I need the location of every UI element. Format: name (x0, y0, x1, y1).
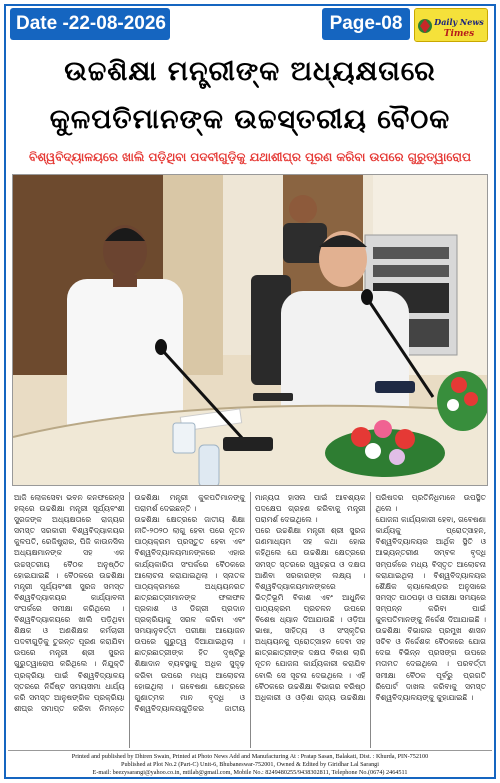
footer-line-2: Published at Plot No.2 (Part-C) Unit-6, Bhubaneswar-752001, Owned & Edited by Giridhar Lal Sarangi (121, 761, 379, 768)
headline-line-1: ଉଚ୍ଚଶିକ୍ଷା ମନ୍ତ୍ରୀଙ୍କ ଅଧ୍ୟକ୍ଷତାରେ (64, 56, 436, 87)
imprint-footer (8, 750, 492, 777)
svg-text:Times: Times (443, 29, 475, 39)
article-column-3: ପରେ ଉଚ୍ଚଶିକ୍ଷା ମନ୍ତ୍ରୀ ଶ୍ରୀ ସୁରଜ ଗଣମାଧ୍ୟମ ସହ କଥା ହୋଇ କହିଥିଲେ ଯେ ଉଚ୍ଚଶିକ୍ଷା କ୍ଷେତ୍ରରେ ସମସ୍ତ ସ୍ତରରେ ସ୍ୱଚ୍ଛତା ଓ ଦକ୍ଷତା ଆଣିବା ସରକାରଙ୍କ ଲକ୍ଷ୍ୟ । ବିଶ୍ୱବିଦ୍ୟାଳୟମାନଙ୍କରେ ଭିତ୍ତିଭୂମି ବିକାଶ ଏବଂ ଆଧୁନିକ ପାଠ୍ୟକ୍ରମ ପ୍ରଚଳନ ଉପରେ ବିଶେଷ ଧ୍ୟାନ ଦିଆଯାଉଛି । ଓଡ଼ିଆ ଭାଷା, ସାହିତ୍ୟ ଓ ସଂସ୍କୃତିର ଅଧ୍ୟୟନକୁ ପ୍ରୋତ୍ସାହନ ଦେବା ସହ ଛାତ୍ରଛାତ୍ରୀଙ୍କ ଦକ୍ଷତା ବିକାଶ ଲାଗି ନୂତନ ଯୋଜନା କାର୍ଯ୍ୟକାରୀ କରାଯିବ ବୋଲି ସେ ସୂଚନା ଦେଇଥିଲେ । ଏହି ବୈଠକରେ ଉଚ୍ଚଶିକ୍ଷା ବିଭାଗର ବରିଷ୍ଠ ଅଧିକାରୀ ଓ ଓଡ଼ିଶା ରାଜ୍ୟ ଉଚ୍ଚଶିକ୍ଷା ପରିଷଦର ପ୍ରତିନିଧିମାନେ ଉପସ୍ଥିତ ଥିଲେ । (255, 493, 486, 702)
page-number-label: Page-08 (322, 8, 410, 40)
newspaper-logo (414, 8, 488, 42)
article-column-2: ଉଚ୍ଚଶିକ୍ଷା କ୍ଷେତ୍ରରେ ଜାତୀୟ ଶିକ୍ଷା ନୀତି-୨୦୨୦ ଲାଗୁ ହେବା ପରେ ନୂତନ ପାଠ୍ୟକ୍ରମ ପ୍ରସ୍ତୁତ ହେବା ଏବଂ ବିଶ୍ୱବିଦ୍ୟାଳୟମାନଙ୍କରେ ଏହାର କାର୍ଯ୍ୟକାରିତା ସଂପର୍କରେ ବୈଠକରେ ଆଲୋଚନା କରାଯାଇଥିଲା । ସ୍ନାତକ ପାଠ୍ୟକ୍ରମରେ ଅଧ୍ୟୟନରତ ଛାତ୍ରଛାତ୍ରୀମାନଙ୍କ ଫଳାଫଳ ପ୍ରକାଶ ଓ ଡିଗ୍ରୀ ପ୍ରଦାନ ପ୍ରକ୍ରିୟାକୁ ସରଳ କରିବା ଏବଂ ସମୟାନୁବର୍ତ୍ତୀ ପରୀକ୍ଷା ଆୟୋଜନ ଉପରେ ଗୁରୁତ୍ୱ ଦିଆଯାଇଥିଲା । ଛାତ୍ରଛାତ୍ରୀଙ୍କ ହିତ ଦୃଷ୍ଟିରୁ ଶିକ୍ଷାଦାନ ବ୍ୟବସ୍ଥାକୁ ଅଧିକ ସୁଦୃଢ଼ କରିବା ଉପରେ ମଧ୍ୟ ଆଲୋଚନା ହୋଇଥିଲା । ଗବେଷଣା କ୍ଷେତ୍ରରେ ଗୁଣାତ୍ମକ ମାନ ବୃଦ୍ଧି ଓ ବିଶ୍ୱବିଦ୍ୟାଳୟଗୁଡ଼ିକର ଜାତୀୟ ମାନ୍ୟତା ହାସଲ ପାଇଁ ଆବଶ୍ୟକ ପଦକ୍ଷେପ ଗ୍ରହଣ କରିବାକୁ ମନ୍ତ୍ରୀ ପରାମର୍ଶ ଦେଇଥିଲେ । (134, 493, 366, 713)
headline-line-2: କୁଳପତିମାନଙ୍କ ଉଚ୍ଚସ୍ତରୀୟ ବୈଠକ (49, 104, 451, 135)
footer-line-3: E-mail: beezysarangi@yahoo.co.in, mtilab@gmail.com, Mobile No.: 8249480255/9438302811, Telephone No.(0674) 2464511 (92, 769, 408, 776)
meeting-photo (12, 174, 488, 486)
subheadline: ବିଶ୍ୱବିଦ୍ୟାଳୟରେ ଖାଲି ପଡ଼ିଥିବା ପଦବୀଗୁଡ଼ିକୁ ଯଥାଶୀଘ୍ର ପୂରଣ କରିବା ଉପରେ ଗୁରୁତ୍ୱାରୋପ (29, 150, 471, 164)
article-column-1: ଆଜି ଲୋକସେବା ଭବନ କନଫରେନ୍ସ ହଲ୍‌ରେ ଉଚ୍ଚଶିକ୍ଷା ମନ୍ତ୍ରୀ ସୂର୍ଯ୍ୟବଂଶୀ ସୁରଜଙ୍କ ଅଧ୍ୟକ୍ଷତାରେ ରାଜ୍ୟର ସମସ୍ତ ସରକାରୀ ବିଶ୍ୱବିଦ୍ୟାଳୟର କୁଳପତି, ରେଜିଷ୍ଟ୍ରାର, ପିଜି କାଉନସିଲ ଅଧ୍ୟକ୍ଷମାନଙ୍କ ସହ ଏକ ଉଚ୍ଚସ୍ତରୀୟ ବୈଠକ ଅନୁଷ୍ଠିତ ହୋଇଯାଇଛି । ବୈଠକରେ ଉଚ୍ଚଶିକ୍ଷା ମନ୍ତ୍ରୀ ସୂର୍ଯ୍ୟବଂଶୀ ସୁରଜ ସମସ୍ତ ବିଶ୍ୱବିଦ୍ୟାଳୟର କାର୍ଯ୍ୟାବଳୀ ସଂପର୍କରେ ସମୀକ୍ଷା କରିଥିଲେ । ବିଶ୍ୱବିଦ୍ୟାଳୟରେ ଖାଲି ପଡ଼ିଥିବା ଶିକ୍ଷକ ଓ ଅଣଶିକ୍ଷକ କର୍ମଚାରୀ ପଦବୀଗୁଡ଼ିକୁ ତୁରନ୍ତ ପୂରଣ କରାଯିବା ଉପରେ ମନ୍ତ୍ରୀ ଶ୍ରୀ ସୁରଜ ଗୁରୁତ୍ୱାରୋପ କରିଥିଲେ । ନିଯୁକ୍ତି ପ୍ରକ୍ରିୟା ପାଇଁ ବିଶ୍ୱବିଦ୍ୟାଳୟ ସ୍ତରରେ ନିର୍ଦ୍ଦିଷ୍ଟ ସମୟସୀମା ଧାର୍ଯ୍ୟ କରି ସମସ୍ତ ଆନୁଷଙ୍ଗିକ ପ୍ରକ୍ରିୟା ଶୀଘ୍ର ସମାପ୍ତ କରିବା ନିମନ୍ତେ ଉଚ୍ଚଶିକ୍ଷା ମନ୍ତ୍ରୀ କୁଳପତିମାନଙ୍କୁ ପରାମର୍ଶ ଦେଇଛନ୍ତି । (14, 493, 245, 713)
article-column-4: ଯୋଜନା କାର୍ଯ୍ୟକାରୀ ହେବା, ଗବେଷଣା କାର୍ଯ୍ୟକୁ ପ୍ରୋତ୍ସାହନ, ବିଶ୍ୱବିଦ୍ୟାଳୟର ଆର୍ଥିକ ସ୍ଥିତି ଓ ଆଭ୍ୟନ୍ତରୀଣ ସମ୍ବଳ ବୃଦ୍ଧି ସମ୍ପର୍କରେ ମଧ୍ୟ ବିସ୍ତୃତ ଆଲୋଚନା କରାଯାଇଥିଲା । ବିଶ୍ୱବିଦ୍ୟାଳୟର ଶୈକ୍ଷିକ କ୍ୟାଲେଣ୍ଡର ଅନୁସାରେ ସମସ୍ତ ପାଠପଢ଼ା ଓ ପରୀକ୍ଷା ସମୟରେ ସମ୍ପନ୍ନ କରିବା ପାଇଁ କୁଳପତିମାନଙ୍କୁ ନିର୍ଦ୍ଦେଶ ଦିଆଯାଇଛି । ଉଚ୍ଚଶିକ୍ଷା ବିଭାଗର ପ୍ରମୁଖ ଶାସନ ସଚିବ ଓ ନିର୍ଦ୍ଦେଶକ ବୈଠକରେ ଯୋଗ ଦେଇ ବିଭିନ୍ନ ପ୍ରସଙ୍ଗ ଉପରେ ମତାମତ ଦେଇଥିଲେ । ପରବର୍ତ୍ତୀ ସମୀକ୍ଷା ବୈଠକ ପୂର୍ବରୁ ପ୍ରଗତି ରିପୋର୍ଟ ଦାଖଲ କରିବାକୁ ସମସ୍ତ ବିଶ୍ୱବିଦ୍ୟାଳୟଙ୍କୁ କୁହାଯାଇଛି । (375, 515, 486, 702)
footer-line-1: Printed and published by Dhiren Swain, Printed at Photo News Add and Manufacturing At : Pratap Sasan, Balakati, Dist. : Khurda, PIN-752100 (71, 753, 429, 760)
article-body (14, 492, 486, 748)
masthead (10, 8, 490, 46)
svg-text:Daily News: Daily News (434, 17, 484, 27)
date-label: Date -22-08-2026 (10, 8, 170, 40)
